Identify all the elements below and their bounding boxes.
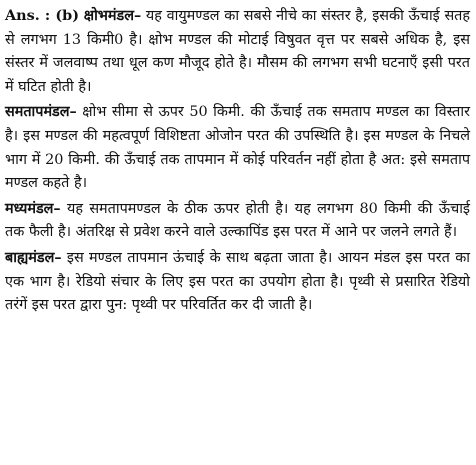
section-text: यह समतापमण्डल के ठीक ऊपर होती है। यह लगभग 80 किमी की ऊँचाई तक फैली है। अंतरिक्ष से प्रवेश करने वाले उल्कापिंड इस परत में आने पर जलने लगते हैं।	[5, 200, 470, 241]
section-text: क्षोभ सीमा से ऊपर 50 किमी. की ऊँचाई तक समताप मण्डल का विस्तार है। इस मण्डल की महत्वपूर्ण विशिष्टता ओजोन परत की उपस्थिति है। इस मण्डल के निचले भाग में 20 किमी. की ऊँचाई तक तापमान में कोई परिवर्तन नहीं होता है अत: इसे समताप मण्डल कहते है।	[5, 104, 470, 192]
section-exosphere	[5, 246, 470, 318]
section-mesosphere	[5, 197, 470, 245]
section-troposphere	[5, 4, 470, 99]
section-text: इस मण्डल तापमान ऊंचाई के साथ बढ़ता जाता है। आयन मंडल इस परत का एक भाग है। रेडियो संचार के लिए इस परत का उपयोग होता है। पृथ्वी से प्रसारित रेडियो तरंगें इस परत द्वारा पुन: पृथ्वी पर परिवर्तित कर दी जाती है।	[5, 249, 470, 314]
section-heading: मध्यमंडल–	[5, 199, 61, 217]
section-heading: बाह्यमंडल–	[5, 248, 62, 266]
section-text: यह वायुमण्डल का सबसे नीचे का संस्तर है, इसकी ऊँचाई सतह से लगभग 13 किमी0 है। क्षोभ मण्डल की मोटाई विषुवत वृत्त पर सबसे अधिक है, इस संस्तर में जलवाष्प तथा धूल कण मौजूद होते है। मौसम की लगभग सभी घटनाएँ इसी परत में घटित होती है।	[5, 8, 471, 95]
answer-label: Ans. : (b)	[5, 7, 80, 24]
section-heading: क्षोभमंडल–	[83, 7, 142, 24]
section-stratosphere	[5, 100, 470, 195]
section-heading: समतापमंडल–	[5, 103, 77, 121]
